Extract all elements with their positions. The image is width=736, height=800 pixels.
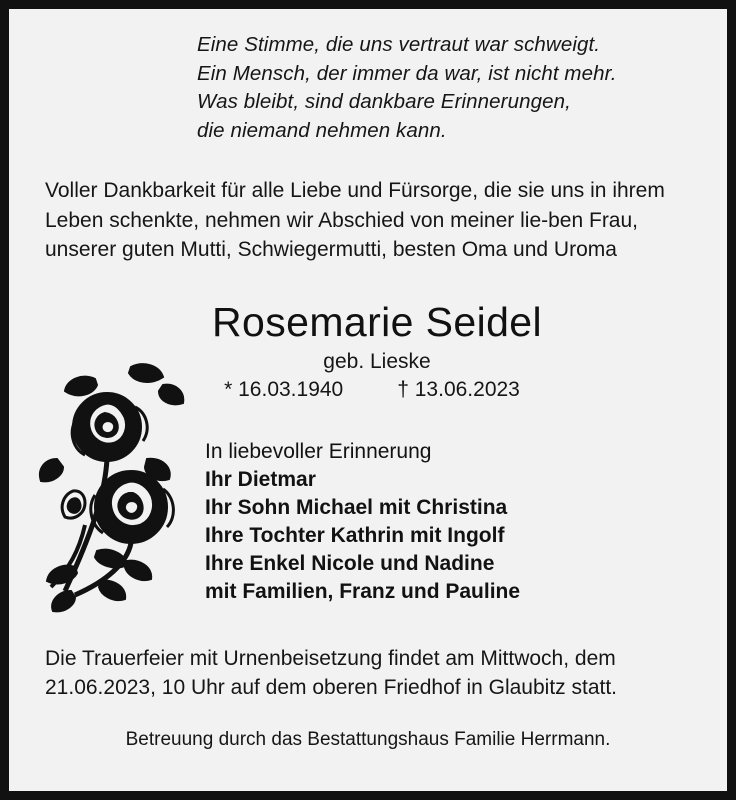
poem-line-2: Ein Mensch, der immer da war, ist nicht mehr. — [197, 61, 617, 85]
care-note: Betreuung durch das Bestattungshaus Familie Herrmann. — [125, 728, 611, 750]
deceased-name: Rosemarie Seidel — [212, 299, 542, 346]
family-member: mit Familien, Franz und Pauline — [205, 579, 521, 603]
poem-block — [197, 31, 691, 146]
funeral-details: Die Trauerfeier mit Urnenbeisetzung findet am Mittwoch, dem 21.06.2023, 10 Uhr auf dem oberen Friedhof in Glaubitz statt. — [45, 646, 618, 700]
family-member: Ihr Dietmar — [205, 468, 316, 492]
intro-paragraph: Voller Dankbarkeit für alle Liebe und Fürsorge, die sie uns in ihrem Leben schenkte, nehmen wir Abschied von meiner lie-ben Frau, unserer guten Mutti, Schwiegermutti, besten Oma und Uroma — [45, 178, 665, 262]
family-member: Ihre Enkel Nicole und Nadine — [205, 551, 495, 575]
deceased-born-name: geb. Lieske — [323, 350, 431, 374]
family-block — [205, 438, 691, 606]
poem-line-1: Eine Stimme, die uns vertraut war schweigt. — [197, 33, 601, 56]
roses-illustration-icon — [35, 355, 185, 620]
family-member: Ihre Tochter Kathrin mit Ingolf — [205, 523, 505, 547]
poem-line-3: Was bleibt, sind dankbare Erinnerungen, — [197, 90, 571, 114]
family-lead: In liebevoller Erinnerung — [205, 440, 432, 464]
family-member: Ihr Sohn Michael mit Christina — [205, 496, 508, 520]
birth-date: * 16.03.1940 — [224, 378, 344, 402]
death-date: † 13.06.2023 — [397, 378, 520, 402]
poem-line-4: die niemand nehmen kann. — [197, 119, 447, 143]
